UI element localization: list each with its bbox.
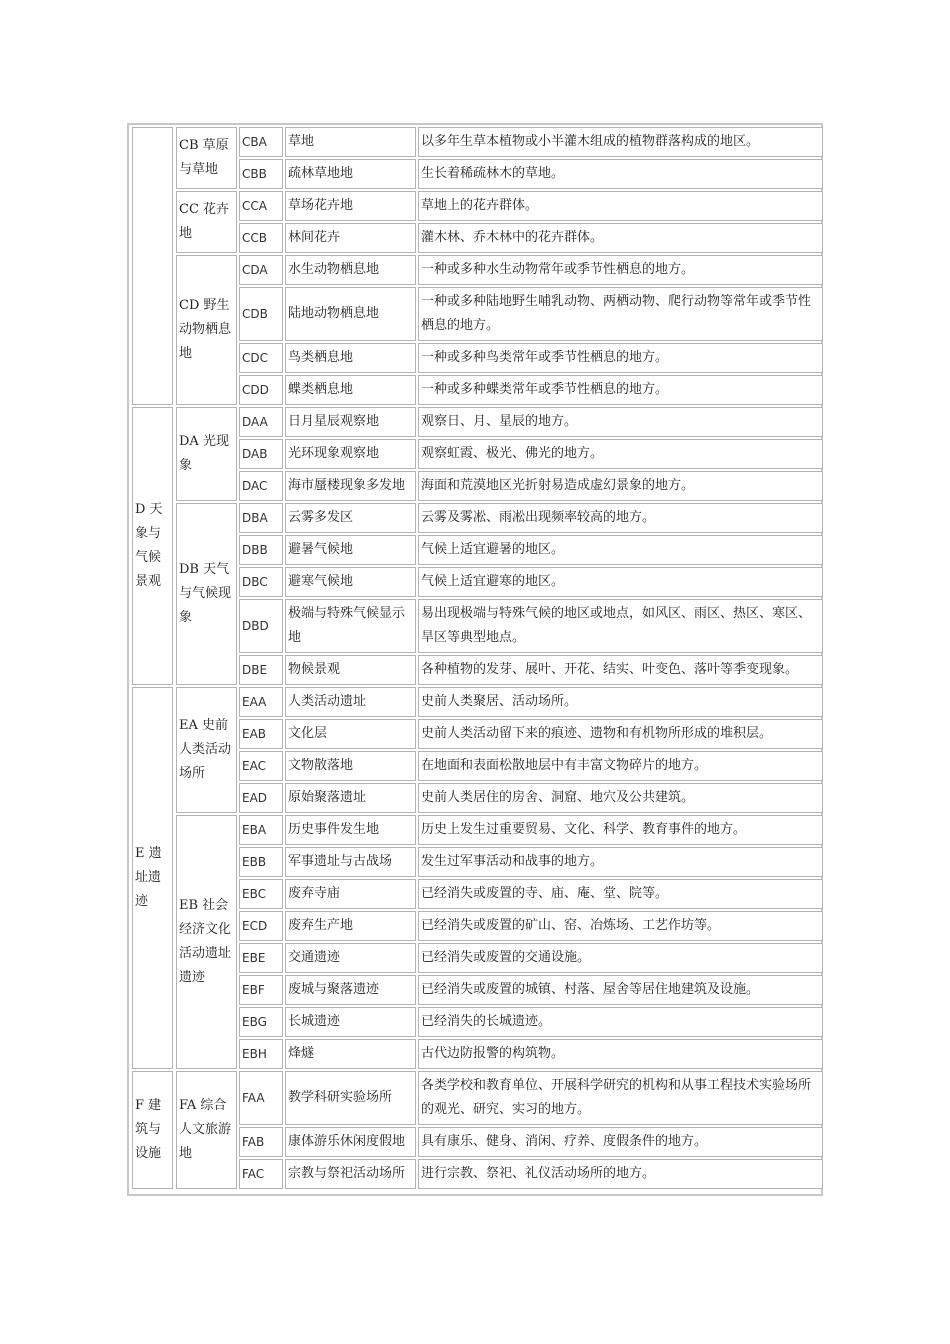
item-code-text: EBF	[242, 983, 265, 997]
item-description-text: 海面和荒漠地区光折射易造成虚幻景象的地方。	[421, 478, 695, 493]
item-description	[418, 975, 823, 1005]
item-description-text: 草地上的花卉群体。	[421, 198, 539, 213]
item-name	[285, 159, 416, 189]
item-description-text: 观察日、月、星辰的地方。	[421, 414, 578, 429]
item-code	[239, 535, 283, 565]
category-cell	[132, 687, 173, 1069]
item-code-text: EBG	[242, 1015, 267, 1029]
item-name	[285, 879, 416, 909]
item-code-text: CDB	[242, 307, 268, 321]
item-code	[239, 127, 283, 157]
item-name	[285, 911, 416, 941]
item-description	[418, 719, 823, 749]
item-name	[285, 687, 416, 717]
item-code	[239, 159, 283, 189]
item-name-text: 废弃寺庙	[288, 886, 341, 901]
item-code-text: CCA	[242, 199, 267, 213]
item-code-text: FAB	[242, 1135, 265, 1149]
item-description	[418, 687, 823, 717]
subcategory-cell-text: CB 草原与草地	[179, 138, 229, 177]
item-code-text: CDD	[242, 383, 269, 397]
item-description	[418, 1159, 823, 1189]
item-code-text: DBC	[242, 575, 268, 589]
item-code-text: EAB	[242, 727, 267, 741]
item-name-text: 鸟类栖息地	[288, 350, 354, 365]
item-description-text: 一种或多种鸟类常年或季节性栖息的地方。	[421, 350, 669, 365]
item-code-text: DAB	[242, 447, 268, 461]
subcategory-cell	[176, 191, 237, 253]
item-name-text: 交通遗迹	[288, 950, 341, 965]
item-description-text: 进行宗教、祭祀、礼仪活动场所的地方。	[421, 1166, 656, 1181]
item-description	[418, 751, 823, 781]
item-name-text: 陆地动物栖息地	[288, 306, 380, 321]
item-name	[285, 503, 416, 533]
item-name	[285, 287, 416, 341]
category-cell-text: E 遗址遗迹	[135, 846, 162, 909]
item-code	[239, 287, 283, 341]
item-name	[285, 783, 416, 813]
classification-table	[127, 123, 823, 1196]
item-description-text: 史前人类居住的房舍、洞窟、地穴及公共建筑。	[421, 790, 695, 805]
item-description-text: 灌木林、乔木林中的花卉群体。	[421, 230, 604, 245]
item-code	[239, 439, 283, 469]
item-description	[418, 847, 823, 877]
item-description	[418, 127, 823, 157]
item-name-text: 长城遗迹	[288, 1014, 341, 1029]
item-name	[285, 847, 416, 877]
item-code-text: DBB	[242, 543, 268, 557]
item-name-text: 物候景观	[288, 662, 341, 677]
item-description	[418, 1071, 823, 1125]
item-code	[239, 751, 283, 781]
item-description	[418, 911, 823, 941]
item-name-text: 避寒气候地	[288, 574, 354, 589]
item-code	[239, 1007, 283, 1037]
item-code-text: ECD	[242, 919, 268, 933]
item-code	[239, 503, 283, 533]
item-code-text: EBA	[242, 823, 267, 837]
item-description-text: 观察虹霞、极光、佛光的地方。	[421, 446, 604, 461]
item-description	[418, 1039, 823, 1069]
item-name	[285, 815, 416, 845]
item-name-text: 文化层	[288, 726, 328, 741]
item-description-text: 已经消失或废置的城镇、村落、屋舍等居住地建筑及设施。	[421, 982, 760, 997]
item-code	[239, 1071, 283, 1125]
item-name	[285, 599, 416, 653]
subcategory-cell	[176, 255, 237, 405]
item-description-text: 历史上发生过重要贸易、文化、科学、教育事件的地方。	[421, 822, 747, 837]
item-code	[239, 783, 283, 813]
item-description	[418, 223, 823, 253]
item-name-text: 人类活动遗址	[288, 694, 367, 709]
item-code	[239, 719, 283, 749]
item-code	[239, 223, 283, 253]
subcategory-cell	[176, 127, 237, 189]
item-description	[418, 567, 823, 597]
item-code	[239, 471, 283, 501]
item-description-text: 已经消失的长城遗迹。	[421, 1014, 552, 1029]
item-description	[418, 655, 823, 685]
item-name-text: 林间花卉	[288, 230, 341, 245]
item-description	[418, 407, 823, 437]
item-code-text: EBH	[242, 1047, 267, 1061]
item-code	[239, 1127, 283, 1157]
item-code-text: FAC	[242, 1167, 265, 1181]
item-description	[418, 471, 823, 501]
item-name-text: 康体游乐休闲度假地	[288, 1134, 406, 1149]
item-name	[285, 407, 416, 437]
category-cell	[132, 1071, 173, 1189]
item-code	[239, 567, 283, 597]
item-description-text: 各类学校和教育单位、开展科学研究的机构和从事工程技术实验场所的观光、研究、实习的地方。	[421, 1078, 812, 1117]
item-code	[239, 943, 283, 973]
item-code	[239, 655, 283, 685]
item-name-text: 文物散落地	[288, 758, 354, 773]
item-name	[285, 439, 416, 469]
item-description	[418, 535, 823, 565]
item-name-text: 草场花卉地	[288, 198, 354, 213]
item-name	[285, 375, 416, 405]
item-code-text: CCB	[242, 231, 267, 245]
category-cell	[132, 407, 173, 685]
item-name	[285, 975, 416, 1005]
item-name-text: 原始聚落遗址	[288, 790, 367, 805]
item-code	[239, 375, 283, 405]
item-name-text: 光环现象观察地	[288, 446, 380, 461]
item-name-text: 废弃生产地	[288, 918, 354, 933]
subcategory-cell-text: EA 史前人类活动场所	[179, 718, 232, 781]
item-name	[285, 655, 416, 685]
item-description-text: 气候上适宜避寒的地区。	[421, 574, 565, 589]
item-name-text: 烽燧	[288, 1046, 315, 1061]
item-description-text: 已经消失或废置的寺、庙、庵、堂、院等。	[421, 886, 669, 901]
item-name	[285, 471, 416, 501]
item-code-text: DAA	[242, 415, 268, 429]
item-code-text: CBA	[242, 135, 267, 149]
item-code-text: CDA	[242, 263, 268, 277]
item-description-text: 已经消失或废置的交通设施。	[421, 950, 591, 965]
item-code	[239, 1039, 283, 1069]
item-name	[285, 751, 416, 781]
item-description	[418, 815, 823, 845]
item-name-text: 云雾多发区	[288, 510, 354, 525]
item-name-text: 海市蜃楼现象多发地	[288, 478, 406, 493]
category-cell-text: D 天象与气候景观	[135, 502, 163, 589]
item-description-text: 史前人类聚居、活动场所。	[421, 694, 578, 709]
item-code-text: DBA	[242, 511, 268, 525]
item-name	[285, 943, 416, 973]
subcategory-cell	[176, 815, 237, 1069]
subcategory-cell	[176, 407, 237, 501]
subcategory-cell-text: CD 野生动物栖息地	[179, 298, 232, 361]
item-description-text: 各种植物的发芽、展叶、开花、结实、叶变色、落叶等季变现象。	[421, 662, 799, 677]
item-code	[239, 975, 283, 1005]
item-code	[239, 255, 283, 285]
item-description	[418, 287, 823, 341]
item-code	[239, 191, 283, 221]
item-name	[285, 191, 416, 221]
category-cell-text: F 建筑与设施	[135, 1098, 162, 1161]
item-description-text: 具有康乐、健身、消闲、疗养、度假条件的地方。	[421, 1134, 708, 1149]
item-description	[418, 375, 823, 405]
subcategory-cell-text: EB 社会经济文化活动遗址遗迹	[179, 898, 232, 985]
item-code-text: EAC	[242, 759, 266, 773]
item-code-text: EAD	[242, 791, 268, 805]
item-description-text: 已经消失或废置的矿山、窑、冶炼场、工艺作坊等。	[421, 918, 721, 933]
item-name	[285, 1127, 416, 1157]
item-description-text: 在地面和表面松散地层中有丰富文物碎片的地方。	[421, 758, 708, 773]
item-name-text: 蝶类栖息地	[288, 382, 354, 397]
item-name	[285, 535, 416, 565]
item-description	[418, 783, 823, 813]
item-name	[285, 719, 416, 749]
item-code	[239, 599, 283, 653]
item-name	[285, 1071, 416, 1125]
item-name	[285, 1039, 416, 1069]
item-description	[418, 255, 823, 285]
subcategory-cell	[176, 503, 237, 685]
item-description-text: 云雾及雾凇、雨凇出现频率较高的地方。	[421, 510, 656, 525]
item-code	[239, 815, 283, 845]
item-description-text: 发生过军事活动和战事的地方。	[421, 854, 604, 869]
item-name-text: 废城与聚落遗迹	[288, 982, 380, 997]
item-name-text: 宗教与祭祀活动场所	[288, 1166, 406, 1181]
subcategory-cell-text: FA 综合人文旅游地	[179, 1098, 232, 1161]
item-name	[285, 223, 416, 253]
item-description-text: 一种或多种陆地野生哺乳动物、两栖动物、爬行动物等常年或季节性栖息的地方。	[421, 294, 812, 333]
item-code	[239, 687, 283, 717]
item-description	[418, 439, 823, 469]
item-name-text: 水生动物栖息地	[288, 262, 380, 277]
item-description	[418, 1127, 823, 1157]
item-description	[418, 879, 823, 909]
item-code	[239, 847, 283, 877]
item-name-text: 疏林草地地	[288, 166, 354, 181]
item-description	[418, 191, 823, 221]
item-name-text: 军事遗址与古战场	[288, 854, 393, 869]
item-description-text: 一种或多种蝶类常年或季节性栖息的地方。	[421, 382, 669, 397]
item-code-text: EAA	[242, 695, 267, 709]
subcategory-cell-text: CC 花卉地	[179, 202, 230, 241]
item-description-text: 史前人类活动留下来的痕迹、遗物和有机物所形成的堆积层。	[421, 726, 773, 741]
item-code	[239, 343, 283, 373]
item-name-text: 草地	[288, 134, 315, 149]
item-name-text: 历史事件发生地	[288, 822, 380, 837]
item-name	[285, 567, 416, 597]
subcategory-cell	[176, 1071, 237, 1189]
item-description-text: 气候上适宜避暑的地区。	[421, 542, 565, 557]
item-description	[418, 1007, 823, 1037]
item-name	[285, 127, 416, 157]
item-name-text: 极端与特殊气候显示地	[288, 606, 406, 645]
item-description-text: 生长着稀疏林木的草地。	[421, 166, 565, 181]
item-description	[418, 943, 823, 973]
item-code	[239, 911, 283, 941]
item-description	[418, 599, 823, 653]
item-code-text: CBB	[242, 167, 267, 181]
item-code	[239, 407, 283, 437]
item-code-text: FAA	[242, 1091, 265, 1105]
item-code-text: EBC	[242, 887, 266, 901]
subcategory-cell-text: DA 光现象	[179, 434, 229, 473]
item-description-text: 以多年生草本植物或小半灌木组成的植物群落构成的地区。	[421, 134, 760, 149]
item-description	[418, 159, 823, 189]
item-name-text: 避暑气候地	[288, 542, 354, 557]
item-code	[239, 1159, 283, 1189]
item-name	[285, 1159, 416, 1189]
item-description-text: 一种或多种水生动物常年或季节性栖息的地方。	[421, 262, 695, 277]
item-code-text: DBE	[242, 663, 268, 677]
item-name-text: 教学科研实验场所	[288, 1090, 393, 1105]
item-code-text: CDC	[242, 351, 268, 365]
category-cell	[132, 127, 173, 405]
item-code-text: DBD	[242, 619, 269, 633]
item-name	[285, 1007, 416, 1037]
item-code-text: DAC	[242, 479, 268, 493]
item-code-text: EBE	[242, 951, 266, 965]
item-description	[418, 343, 823, 373]
item-description-text: 易出现极端与特殊气候的地区或地点，如风区、雨区、热区、寒区、旱区等典型地点。	[421, 606, 812, 645]
item-code	[239, 879, 283, 909]
item-code-text: EBB	[242, 855, 267, 869]
item-name-text: 日月星辰观察地	[288, 414, 380, 429]
item-name	[285, 343, 416, 373]
item-name	[285, 255, 416, 285]
item-description	[418, 503, 823, 533]
subcategory-cell-text: DB 天气与气候现象	[179, 562, 232, 625]
item-description-text: 古代边防报警的构筑物。	[421, 1046, 565, 1061]
subcategory-cell	[176, 687, 237, 813]
